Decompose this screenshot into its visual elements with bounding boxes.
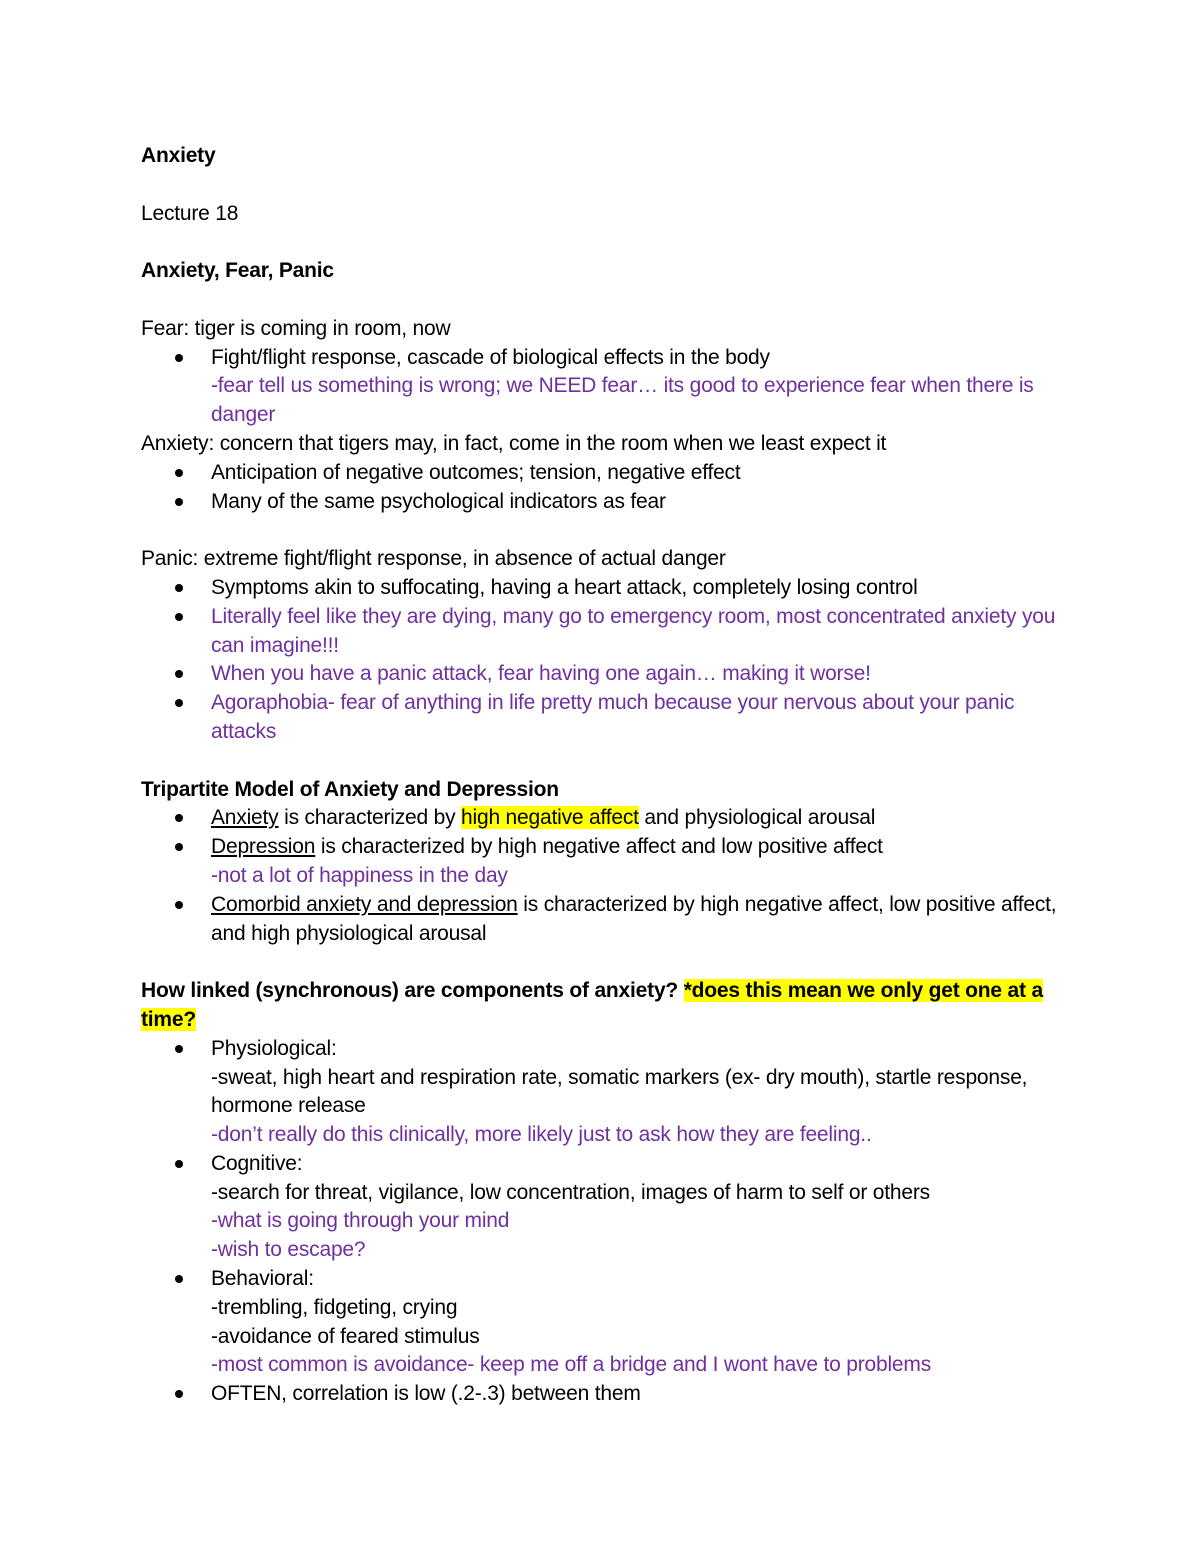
component-note: -don’t really do this clinically, more likely just to ask how they are feeling..: [211, 1123, 872, 1147]
bullet-text: and physiological arousal: [638, 806, 876, 830]
bullet-text: is characterized by: [278, 806, 462, 830]
term-depression: Depression: [211, 835, 316, 859]
fear-definition: Fear: tiger is coming in room, now: [141, 316, 451, 340]
bullet-text: is characterized by high negative affect, low positive affect, and high physiological arousal: [211, 892, 1057, 945]
section-heading-tripartite: Tripartite Model of Anxiety and Depression: [141, 777, 559, 801]
list-item: When you have a panic attack, fear having one again… making it worse!: [141, 660, 1071, 689]
list-item: [141, 804, 1071, 833]
highlighted-question: *does this mean we only get one at a time?: [141, 979, 1043, 1031]
component-note: -wish to escape?: [211, 1238, 366, 1262]
component-detail: -search for threat, vigilance, low concentration, images of harm to self or others: [211, 1180, 930, 1204]
list-item: Literally feel like they are dying, many go to emergency room, most concentrated anxiety you can imagine!!!: [141, 603, 1071, 661]
component-label: Behavioral:: [211, 1267, 314, 1291]
list-item: [141, 891, 1071, 949]
panic-bullets: [141, 574, 1071, 747]
list-item: [141, 1035, 1071, 1150]
section-heading-components: [141, 977, 1071, 1035]
list-item: [141, 1150, 1071, 1265]
component-note: -what is going through your mind: [211, 1209, 510, 1233]
list-item: OFTEN, correlation is low (.2-.3) between them: [141, 1380, 1071, 1409]
list-item: [141, 344, 1071, 430]
component-label: Physiological:: [211, 1036, 337, 1060]
lecture-label: Lecture 18: [141, 201, 239, 225]
term-anxiety: Anxiety: [211, 806, 279, 830]
component-detail: -avoidance of feared stimulus: [211, 1324, 480, 1348]
anxiety-definition: Anxiety: concern that tigers may, in fact, come in the room when we least expect it: [141, 431, 887, 455]
bullet-note: -not a lot of happiness in the day: [211, 863, 508, 887]
bullet-text: is characterized by high negative affect and low positive affect: [315, 835, 883, 859]
list-item: Symptoms akin to suffocating, having a heart attack, completely losing control: [141, 574, 1071, 603]
list-item: Agoraphobia- fear of anything in life pretty much because your nervous about your panic attacks: [141, 689, 1071, 747]
document-body: [141, 142, 1071, 1409]
doc-title: Anxiety: [141, 144, 216, 167]
anxiety-bullets: [141, 459, 1071, 517]
highlighted-text: high negative affect: [461, 806, 639, 830]
list-item: [141, 1265, 1071, 1380]
bullet-note: -fear tell us something is wrong; we NEED fear… its good to experience fear when there is danger: [211, 374, 1034, 427]
fear-bullets: [141, 344, 1071, 430]
bullet-text: Fight/flight response, cascade of biological effects in the body: [211, 345, 770, 369]
list-item: Many of the same psychological indicators as fear: [141, 488, 1071, 517]
component-detail: -trembling, fidgeting, crying: [211, 1295, 458, 1319]
panic-definition: Panic: extreme fight/flight response, in absence of actual danger: [141, 547, 726, 571]
component-label: Cognitive:: [211, 1151, 303, 1175]
component-note: -most common is avoidance- keep me off a bridge and I wont have to problems: [211, 1353, 931, 1377]
component-detail: -sweat, high heart and respiration rate, somatic markers (ex- dry mouth), startle response, hormone release: [211, 1065, 1028, 1118]
list-item: Anticipation of negative outcomes; tension, negative effect: [141, 459, 1071, 488]
term-comorbid: Comorbid anxiety and depression: [211, 892, 518, 916]
section-heading-anxiety-fear-panic: Anxiety, Fear, Panic: [141, 259, 334, 283]
tripartite-bullets: [141, 804, 1071, 948]
components-bullets: [141, 1035, 1071, 1409]
heading-text: How linked (synchronous) are components of anxiety?: [141, 979, 679, 1003]
list-item: [141, 833, 1071, 891]
